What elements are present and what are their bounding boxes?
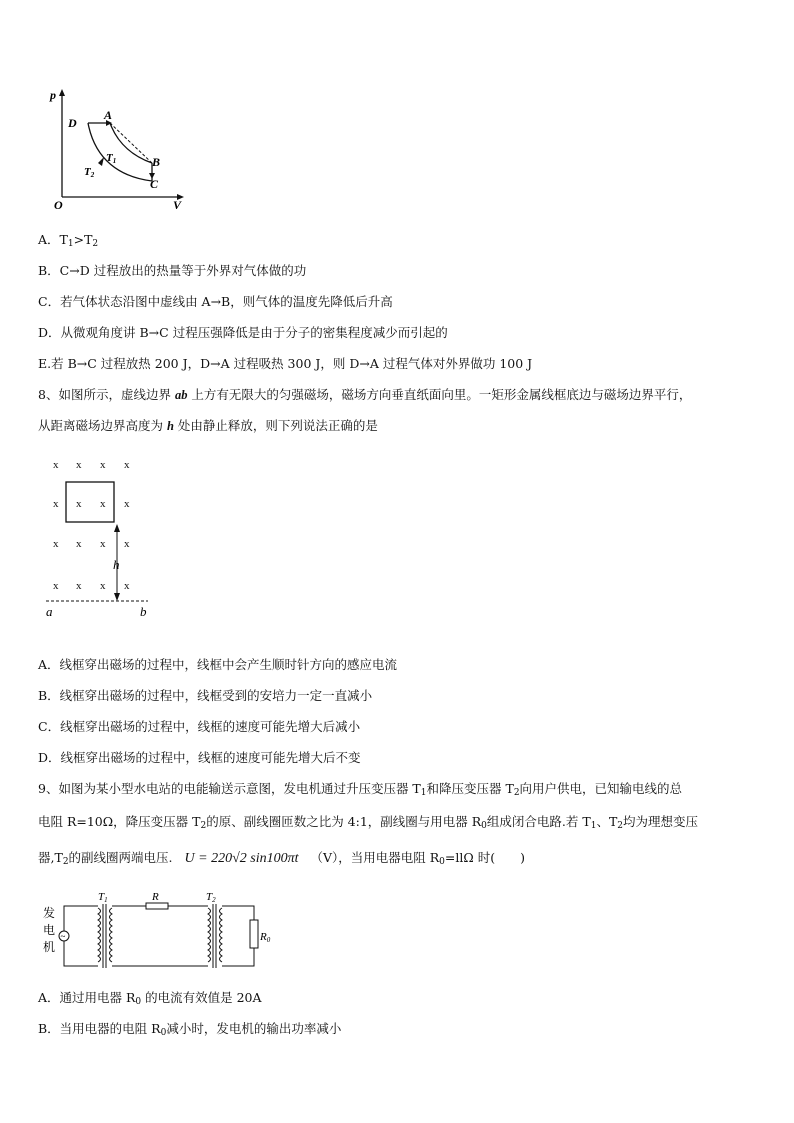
wire-frame (66, 482, 114, 522)
label-origin: O (54, 198, 63, 212)
field-mark: x (76, 538, 82, 550)
q7-option-b: B．C→D 过程放出的热量等于外界对气体做的功 (38, 263, 307, 278)
field-mark: x (124, 498, 130, 510)
field-marks (53, 459, 130, 592)
magnetic-field-svg (40, 452, 170, 622)
label-generator-3: 机 (43, 940, 56, 954)
voltage-formula: U = 220√2 sin100πt (184, 851, 299, 866)
q7-option-a: A．$T_1>T_2$ (38, 232, 99, 249)
isotherm-t1 (110, 123, 152, 163)
q9-stem-line3: 器$,T_2$的副线圈两端电压. U = 220√2 sin100πt （V），当用电器电阻 $R_0=ll\Omega$ 时( ) (38, 850, 525, 867)
label-b: b (140, 604, 147, 619)
q8-option-c: C．线框穿出磁场的过程中，线框的速度可能先增大后减小 (38, 719, 361, 734)
label-a: A (104, 108, 113, 122)
p-axis-arrow (59, 89, 65, 96)
label-h: h (113, 557, 120, 572)
pv-diagram (40, 85, 200, 215)
t1-primary-coil (98, 908, 101, 962)
field-mark: x (124, 580, 130, 592)
field-mark: x (53, 580, 59, 592)
q8-option-b: B．线框穿出磁场的过程中，线框受到的安培力一定一直减小 (38, 688, 373, 703)
q7-option-c: C．若气体状态沿图中虚线由 A→B，则气体的温度先降低后升高 (38, 294, 393, 309)
field-mark: x (76, 580, 82, 592)
resistor-r0 (250, 920, 258, 948)
label-generator-2: 电 (43, 923, 56, 937)
arrow-c-d (98, 157, 104, 166)
field-mark: x (53, 498, 59, 510)
label-t2: T2 (84, 166, 95, 179)
q7-option-d: D．从微观角度讲 B→C 过程压强降低是由于分子的密集程度减少而引起的 (38, 325, 448, 340)
field-mark: x (124, 459, 130, 471)
load-line-bottom (222, 948, 254, 966)
label-t1: T1 (106, 152, 117, 165)
t1-secondary-coil (110, 908, 113, 962)
t2-primary-coil (208, 908, 211, 962)
q8-stem-line2: 从距离磁场边界高度为 h 处由静止释放，则下列说法正确的是 (38, 418, 378, 433)
field-mark: x (53, 538, 59, 550)
pv-diagram-svg (40, 85, 200, 215)
field-mark: x (100, 459, 106, 471)
height-arrow-down (114, 593, 120, 601)
magnetic-field-diagram (40, 452, 170, 622)
label-a: a (46, 604, 53, 619)
q9-stem-line2: 电阻 R=10Ω，降压变压器 $T_2$的原、副线圈匝数之比为 4:1，副线圈与用电器 $R_0$组成闭合电路.若 $T_1$、$T_2$均为理想变压 (38, 814, 699, 831)
label-d: D (68, 116, 77, 130)
ac-symbol: ~ (60, 931, 66, 942)
label-p: p (50, 88, 56, 102)
label-t1: T1 (98, 891, 108, 904)
label-v: V (173, 198, 182, 212)
label-b: B (152, 155, 161, 169)
label-c: C (150, 177, 159, 191)
q8-option-a: A．线框穿出磁场的过程中，线框中会产生顺时针方向的感应电流 (38, 657, 398, 672)
field-mark: x (53, 459, 59, 471)
dashed-a-b (110, 123, 152, 163)
field-mark: x (76, 498, 82, 510)
circuit-svg (40, 890, 280, 972)
q9-stem-line1: 9、如图为某小型水电站的电能输送示意图，发电机通过升压变压器 $T_1$和降压变压器 $T_2$向用户供电，已知输电线的总 (38, 781, 683, 798)
field-mark: x (100, 580, 106, 592)
label-generator-1: 发 (43, 906, 56, 920)
label-r: R (152, 891, 159, 903)
height-arrow-up (114, 524, 120, 532)
field-mark: x (76, 459, 82, 471)
label-r0: R0 (260, 931, 271, 944)
q9-option-a: A．通过用电器 $R_0$ 的电流有效值是 20A (38, 990, 262, 1007)
q7-option-e: E.若 B→C 过程放热 200 J，D→A 过程吸热 300 J，则 D→A 过程气体对外界做功 100 J (38, 356, 533, 371)
transmission-circuit-diagram (40, 890, 280, 972)
field-mark: x (124, 538, 130, 550)
q8-stem-line1: 8、如图所示，虚线边界 ab 上方有无限大的匀强磁场，磁场方向垂直纸面向里。一矩形金属线框底边与磁场边界平行， (38, 387, 692, 402)
field-mark: x (100, 538, 106, 550)
isotherm-t2 (88, 123, 152, 181)
t2-secondary-coil (220, 908, 223, 962)
label-t2: T2 (206, 891, 216, 904)
q8-option-d: D．线框穿出磁场的过程中，线框的速度可能先增大后不变 (38, 750, 361, 765)
field-mark: x (100, 498, 106, 510)
load-line-top (222, 906, 254, 920)
resistor-r (146, 903, 168, 909)
q9-option-b: B．当用电器的电阻 $R_0$减小时，发电机的输出功率减小 (38, 1021, 342, 1038)
